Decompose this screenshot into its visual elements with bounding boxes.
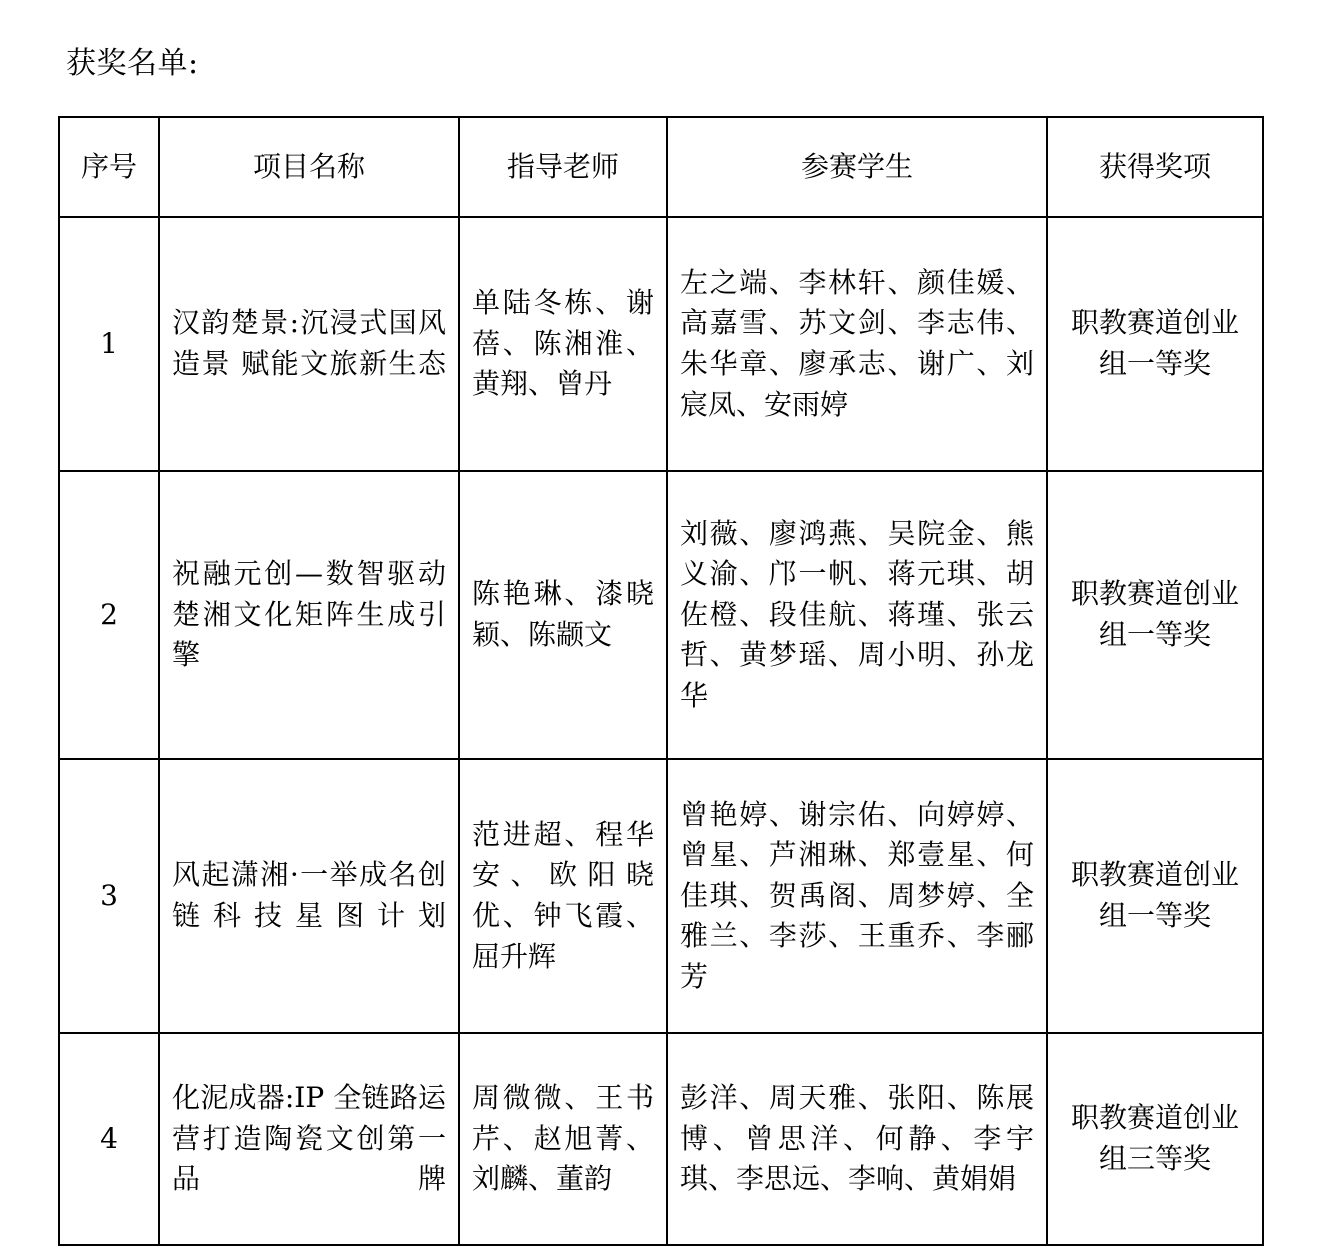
cell-project: 汉韵楚景:沉浸式国风造景 赋能文旅新生态 [159, 217, 459, 471]
cell-award: 职教赛道创业组一等奖 [1047, 471, 1263, 759]
award-list-table [58, 116, 1264, 1246]
table-row [59, 759, 1263, 1033]
column-header-project: 项目名称 [159, 117, 459, 217]
table-body [59, 217, 1263, 1245]
cell-no: 3 [59, 759, 159, 1033]
cell-award: 职教赛道创业组一等奖 [1047, 217, 1263, 471]
cell-project: 化泥成器:IP 全链路运营打造陶瓷文创第一品牌 [159, 1033, 459, 1245]
page-title: 获奖名单: [66, 46, 199, 81]
table-row [59, 217, 1263, 471]
cell-no: 1 [59, 217, 159, 471]
table-header [59, 117, 1263, 217]
table-row [59, 471, 1263, 759]
cell-teacher: 范进超、程华安、欧阳晓优、钟飞霞、屈升辉 [459, 759, 667, 1033]
cell-project: 祝融元创—数智驱动楚湘文化矩阵生成引擎 [159, 471, 459, 759]
cell-students: 刘薇、廖鸿燕、吴院金、熊义渝、邝一帆、蒋元琪、胡佐橙、段佳航、蒋瑾、张云哲、黄梦瑶、周小明、孙龙华 [667, 471, 1047, 759]
column-header-award: 获得奖项 [1047, 117, 1263, 217]
cell-project: 风起潇湘·一举成名创链科技星图计划 [159, 759, 459, 1033]
cell-students: 曾艳婷、谢宗佑、向婷婷、曾星、芦湘琳、郑壹星、何佳琪、贺禹阁、周梦婷、全雅兰、李莎、王重乔、李郦芳 [667, 759, 1047, 1033]
cell-award: 职教赛道创业组三等奖 [1047, 1033, 1263, 1245]
cell-award: 职教赛道创业组一等奖 [1047, 759, 1263, 1033]
column-header-students: 参赛学生 [667, 117, 1047, 217]
award-list-table-container [58, 116, 1262, 1246]
column-header-no: 序号 [59, 117, 159, 217]
cell-teacher: 陈艳琳、漆晓颖、陈颛文 [459, 471, 667, 759]
cell-students: 彭洋、周天雅、张阳、陈展博、曾思洋、何静、李宇琪、李思远、李响、黄娟娟 [667, 1033, 1047, 1245]
cell-no: 4 [59, 1033, 159, 1245]
cell-no: 2 [59, 471, 159, 759]
table-row [59, 1033, 1263, 1245]
column-header-teacher: 指导老师 [459, 117, 667, 217]
cell-students: 左之端、李林轩、颜佳媛、高嘉雪、苏文剑、李志伟、朱华章、廖承志、谢广、刘宸凤、安雨婷 [667, 217, 1047, 471]
table-header-row [59, 117, 1263, 217]
cell-teacher: 周微微、王书芹、赵旭菁、刘麟、董韵 [459, 1033, 667, 1245]
cell-teacher: 单陆冬栋、谢蓓、陈湘淮、黄翔、曾丹 [459, 217, 667, 471]
